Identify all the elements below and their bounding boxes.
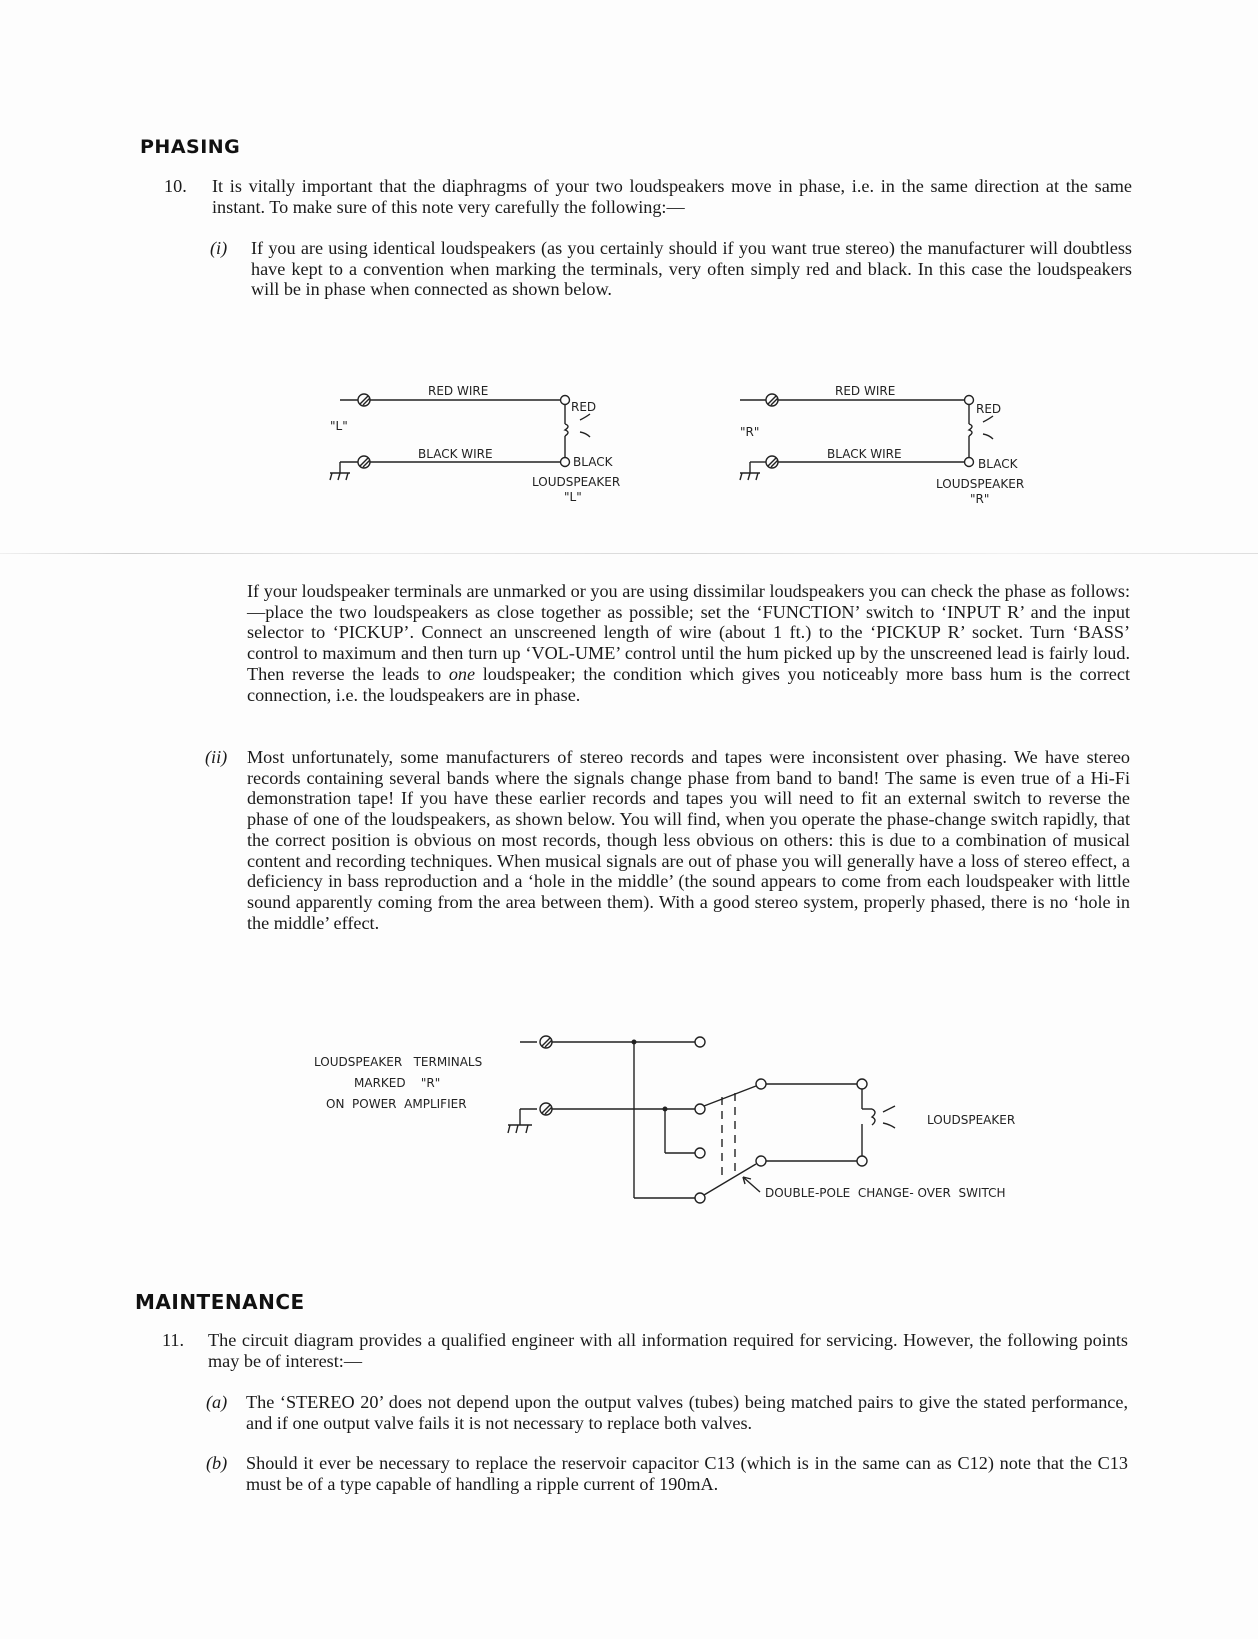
sub-item-b-marker: [206, 1453, 227, 1474]
sub-item-ii-paragraph: Most unfortunately, some manufacturers of stereo records and tapes were inconsistent over phasing. We have stereo records containing several bands where the signals change phase from band to band! The same is even true of a Hi-Fi demonstration tape! If you have these earlier records and tapes you will need to fit an external switch to reverse the phase of one of the loudspeakers, as shown below. You will find, when you operate the phase-change switch rapidly, that the correct position is obvious on most records, though less obvious on others: this is due to a combination of musical content and recording techniques. When musical signals are out of phase you will generally have a loss of stereo effect, a deficiency in bass reproduction and a ‘hole in the middle’ (the sound appears to come from each loudspeaker with little sound apparently coming from the area between them). With a good stereo system, properly phased, there is no ‘hole in the middle’ effect.: [247, 747, 1130, 933]
phase-switch-diagram: [310, 1010, 1070, 1210]
terminals-label-line1: LOUDSPEAKER TERMINALS: [314, 1055, 483, 1069]
maintenance-intro-paragraph: The circuit diagram provides a qualified engineer with all information required for servicing. However, the following points may be of interest:—: [208, 1330, 1128, 1371]
sub-item-a-marker: [206, 1392, 227, 1413]
phasing-intro-paragraph: It is vitally important that the diaphragms of your two loudspeakers move in phase, i.e. in the same direction at the same instant. To make sure of this note very carefully the following:—: [212, 176, 1132, 217]
switch-label: DOUBLE-POLE CHANGE- OVER SWITCH: [765, 1186, 1006, 1200]
loudspeaker-channel-label: "R": [970, 492, 990, 506]
unmarked-para-text-2: loudspeaker; the condition which gives you noticeably more bass hum is the correct connection, i.e. the loudspeakers are in phase.: [247, 663, 1131, 705]
black-terminal-label: BLACK: [573, 455, 613, 469]
section-heading-phasing: PHASING: [140, 136, 241, 158]
black-wire-label: BLACK WIRE: [827, 447, 902, 461]
sub-item-a-marker-text: (a): [206, 1392, 228, 1412]
loudspeaker-label: LOUDSPEAKER: [927, 1113, 1016, 1127]
paper-fold-line: [0, 553, 1258, 554]
sub-item-i-marker-text: (i): [210, 238, 228, 258]
loudspeaker-channel-label: "L": [564, 490, 582, 504]
section-heading-maintenance: MAINTENANCE: [135, 1290, 305, 1314]
wiring-diagram-right: [720, 370, 1040, 510]
wiring-diagram-left: [320, 370, 640, 510]
loudspeaker-label: LOUDSPEAKER: [936, 477, 1025, 491]
black-terminal-label: BLACK: [978, 457, 1018, 471]
item-number-10: 10.: [164, 176, 187, 196]
item-number-11: 11.: [162, 1330, 185, 1350]
sub-item-b-paragraph: Should it ever be necessary to replace the reservoir capacitor C13 (which is in the same can as C12) note that the C13 must be of a type capable of handling a ripple current of 190mA.: [246, 1453, 1128, 1494]
unmarked-terminals-paragraph: [247, 581, 1130, 705]
sub-item-ii-marker-text: (ii): [205, 747, 228, 767]
loudspeaker-label: LOUDSPEAKER: [532, 475, 621, 489]
sub-item-b-marker-text: (b): [206, 1453, 228, 1473]
red-terminal-label: RED: [571, 400, 597, 414]
terminals-label-line2: MARKED "R": [354, 1076, 441, 1090]
sub-item-i-paragraph: If you are using identical loudspeakers (as you certainly should if you want true stereo) the manufacturer will doubtless have kept to a convention when marking the terminals, very often simply red and black. In this case the loudspeakers will be in phase when connected as shown below.: [251, 238, 1132, 300]
sub-item-a-paragraph: The ‘STEREO 20’ does not depend upon the output valves (tubes) being matched pairs to give the stated performance, and if one output valve fails it is not necessary to replace both valves.: [246, 1392, 1128, 1433]
unmarked-para-text-1: If your loudspeaker terminals are unmarked or you are using dissimilar loudspeakers you can check the phase as follows:—place the two loudspeakers as close together as possible; set the ‘FUNCTION’ switch to ‘INPUT R’ and the input selector to ‘PICKUP’. Connect an unscreened length of wire (about 1 ft.) to the ‘PICKUP R’ socket. Turn ‘BASS’ control to maximum and then turn up ‘VOL-UME’ control until the hum picked up by the unscreened lead is fairly loud. Then reverse the leads to: [247, 581, 1130, 684]
terminals-label-line3: ON POWER AMPLIFIER: [326, 1097, 467, 1111]
channel-label-right: "R": [740, 425, 760, 439]
black-wire-label: BLACK WIRE: [418, 447, 493, 461]
channel-label-left: "L": [330, 419, 348, 433]
unmarked-para-emphasis: one: [448, 663, 476, 684]
red-wire-label: RED WIRE: [835, 384, 896, 398]
red-wire-label: RED WIRE: [428, 384, 489, 398]
sub-item-i-marker: [210, 238, 227, 259]
red-terminal-label: RED: [976, 402, 1002, 416]
sub-item-ii-marker: [205, 747, 227, 768]
